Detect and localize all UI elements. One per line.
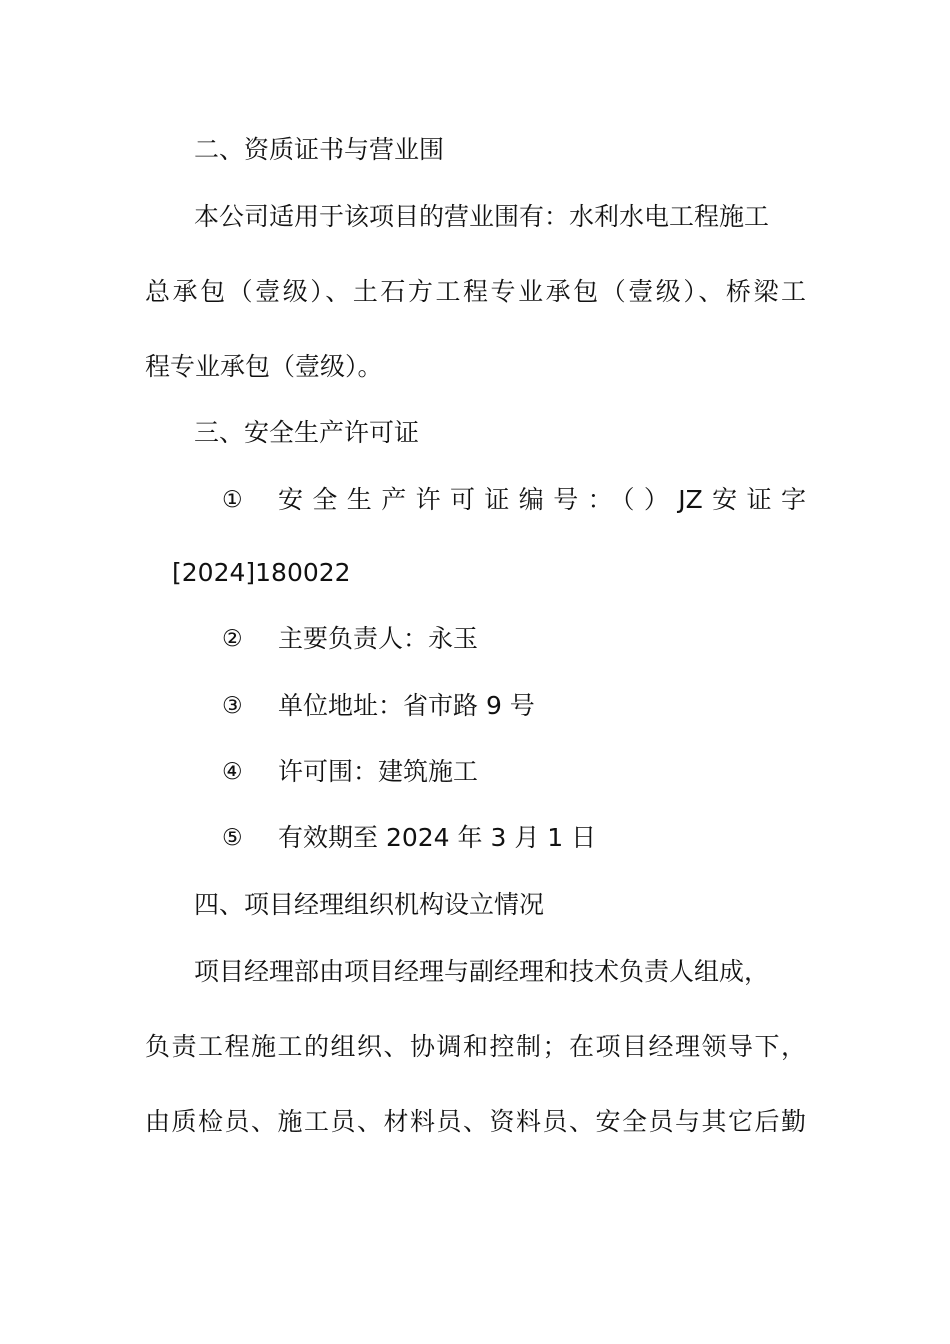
list-number-4: ④ — [222, 759, 243, 785]
section-4-para-line-2: 负责工程施工的组织、协调和控制；在项目经理领导下， — [145, 1032, 806, 1061]
license-number-label: 安全生产许可证编号：（）JZ安证字 — [278, 485, 806, 514]
list-number-3: ③ — [222, 693, 243, 719]
section-3-heading: 三、安全生产许可证 — [194, 418, 420, 447]
list-number-5: ⑤ — [222, 825, 243, 851]
section-2-para-line-3: 程专业承包（壹级）。 — [145, 352, 383, 381]
unit-address: 单位地址：省市路 9 号 — [278, 691, 535, 720]
license-scope: 许可围：建筑施工 — [278, 757, 479, 786]
list-number-1: ① — [222, 487, 243, 513]
section-2-para-line-2: 总承包（壹级）、土石方工程专业承包（壹级）、桥梁工 — [145, 277, 806, 306]
principal-person: 主要负责人：永玉 — [278, 624, 479, 653]
section-4-heading: 四、项目经理组织机构设立情况 — [194, 890, 545, 919]
list-number-2: ② — [222, 626, 243, 652]
section-2-heading: 二、资质证书与营业围 — [194, 135, 445, 164]
section-4-para-line-1: 项目经理部由项目经理与副经理和技术负责人组成， — [194, 957, 770, 986]
section-4-para-line-3: 由质检员、施工员、材料员、资料员、安全员与其它后勤 — [145, 1107, 806, 1136]
validity-date: 有效期至 2024 年 3 月 1 日 — [278, 823, 597, 852]
section-2-para-line-1: 本公司适用于该项目的营业围有：水利水电工程施工 — [194, 202, 770, 231]
license-number-value: [2024]180022 — [172, 558, 351, 587]
